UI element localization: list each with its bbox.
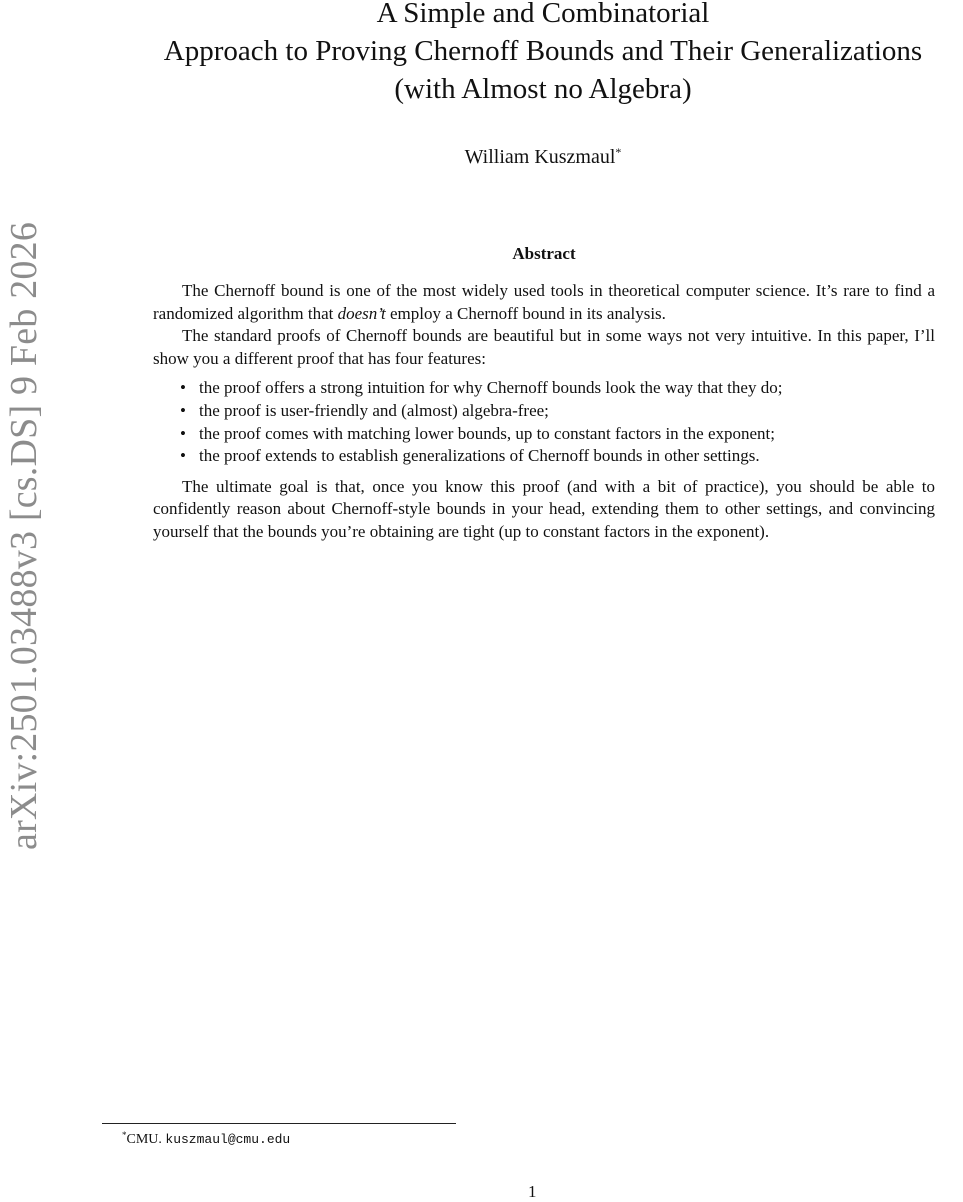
abstract-body bbox=[153, 280, 935, 544]
list-item bbox=[153, 377, 935, 400]
author-footnote-marker[interactable]: * bbox=[615, 145, 622, 159]
bullet-icon: • bbox=[180, 378, 186, 398]
abstract-paragraph-2: The standard proofs of Chernoff bounds are beautiful but in some ways not very intuitive. In this paper, I’ll show you a different proof that has four features: bbox=[153, 326, 935, 368]
abstract-paragraph-3: The ultimate goal is that, once you know this proof (and with a bit of practice), you should be able to confidently reason about Chernoff-style bounds in your head, extending them to other settings, and convincing yourself that the bounds you’re obtaining are tight (up to constant factors in the exponent). bbox=[153, 476, 935, 541]
bullet-icon: • bbox=[180, 423, 186, 443]
arxiv-identifier-stamp: arXiv:2501.03488v3 [cs.DS] 9 Feb 2026 bbox=[3, 221, 45, 850]
list-item bbox=[153, 400, 935, 423]
author-name: William Kuszmaul bbox=[464, 146, 616, 168]
bullet-icon: • bbox=[180, 446, 186, 466]
author-line bbox=[90, 145, 963, 169]
footnote-email-link[interactable]: kuszmaul@cmu.edu bbox=[165, 1132, 291, 1147]
footnote-affiliation: CMU. bbox=[126, 1132, 162, 1147]
feature-text: the proof comes with matching lower bounds, up to constant factors in the exponent; bbox=[199, 423, 775, 443]
page-number: 1 bbox=[528, 1182, 537, 1201]
title-line-3: (with Almost no Algebra) bbox=[394, 73, 692, 105]
feature-list bbox=[153, 377, 935, 467]
feature-text: the proof offers a strong intuition for why Chernoff bounds look the way that they do; bbox=[199, 378, 783, 398]
abstract-paragraph-1 bbox=[153, 280, 935, 325]
footnote-marker: * bbox=[122, 1130, 127, 1140]
list-item bbox=[153, 445, 935, 468]
title-line-1: A Simple and Combinatorial bbox=[376, 0, 710, 29]
paper-title bbox=[90, 0, 963, 108]
footnote-divider bbox=[102, 1123, 456, 1124]
footnote bbox=[122, 1130, 290, 1148]
abstract-heading: Abstract bbox=[512, 244, 576, 263]
bullet-icon: • bbox=[180, 400, 186, 420]
list-item bbox=[153, 423, 935, 446]
title-line-2: Approach to Proving Chernoff Bounds and Their Generalizations bbox=[163, 35, 923, 67]
feature-text: the proof extends to establish generalizations of Chernoff bounds in other settings. bbox=[199, 446, 760, 466]
abstract-p1-text-after: employ a Chernoff bound in its analysis. bbox=[385, 303, 666, 323]
feature-text: the proof is user-friendly and (almost) algebra-free; bbox=[199, 400, 549, 420]
abstract-p1-text-before: The Chernoff bound is one of the most widely used tools in theoretical computer science. It’s rare to find a randomized algorithm that bbox=[153, 281, 935, 323]
abstract-p1-emphasis: doesn’t bbox=[337, 303, 386, 323]
